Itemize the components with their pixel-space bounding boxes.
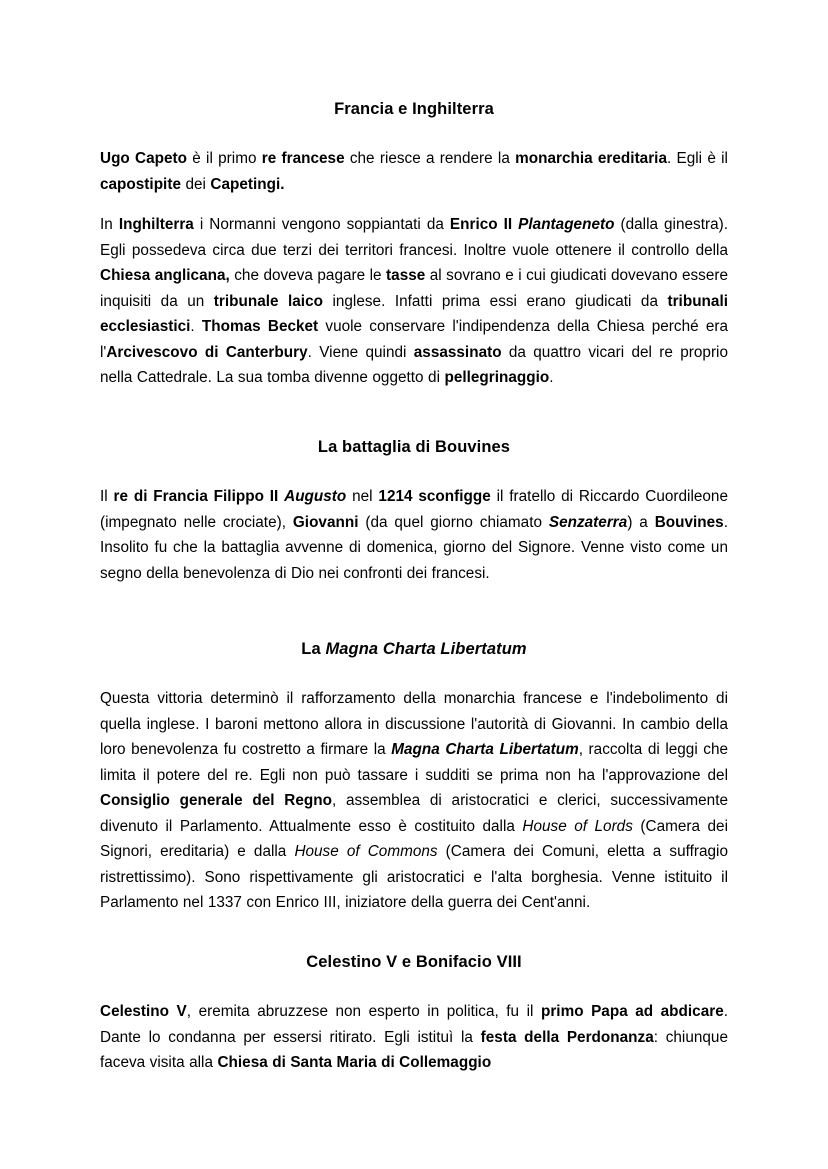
text-plain: (dalla ginestra). Egli possedeva circa due terzi dei territori francesi. Inoltre vuole ottenere il controllo della	[100, 216, 728, 259]
text-plain: (Camera dei Comuni, eletta a suffragio ristrettissimo). Sono rispettivamente gli aristocratici e l'alta borghesia. Venne istituito il Parlamento nel 1337 con Enrico III, iniziatore della guerra dei Cent'anni.	[100, 843, 728, 911]
text-plain: il fratello di Riccardo Cuordileone (impegnato nelle crociate),	[100, 488, 728, 531]
paragraph-ugo-capeto	[100, 146, 728, 197]
section-heading-la-magna-charta-libertatum	[100, 639, 728, 660]
text-plain: vuole conservare l'indipendenza della Chiesa perché era l'	[100, 318, 729, 361]
text-bold: festa della Perdonanza	[480, 1028, 654, 1046]
text-plain: .	[549, 369, 554, 386]
text-bold-italic: Senzaterra	[548, 513, 628, 531]
text-plain: , assemblea di aristocratici e clerici, successivamente divenuto il Parlamento. Attualmente esso è costituito dalla	[100, 792, 728, 835]
text-bold: re francese	[261, 150, 345, 167]
text-bold: Arcivescovo di Canterbury	[106, 343, 308, 361]
text-plain: . Egli è il	[666, 150, 728, 167]
text-plain: Il	[100, 488, 114, 505]
text-plain: In	[100, 216, 119, 233]
text-plain: è il primo	[187, 150, 262, 167]
text-italic: House of Lords	[522, 817, 633, 835]
text-bold: Inghilterra	[118, 216, 194, 233]
text-bold: Thomas Becket	[201, 318, 319, 335]
section-heading-francia-e-inghilterra: Francia e Inghilterra	[334, 100, 494, 118]
text-bold-italic: Plantageneto	[518, 216, 615, 233]
text-bold: re di Francia Filippo II	[113, 488, 285, 505]
text-plain: . Viene quindi	[307, 343, 414, 361]
text-plain: . Dante lo condanna per essersi ritirato. Egli istituì la	[100, 1003, 728, 1046]
text-plain: , raccolta di leggi che limita il potere del re. Egli non può tassare i sudditi se prima non ha l'approvazione del	[100, 741, 729, 784]
text-bold: 1214 sconfigge	[378, 488, 491, 505]
text-bold: tasse	[386, 267, 426, 284]
section-heading-la-battaglia-di-bouvines: La battaglia di Bouvines	[317, 438, 511, 456]
text-plain: . Insolito fu che la battaglia avvenne di domenica, giorno del Signore. Venne visto come un segno della benevolenza di Dio nei confronti dei francesi.	[100, 513, 728, 582]
text-bold-italic: Augusto	[284, 488, 347, 505]
text-bold: assassinato	[413, 343, 502, 361]
text-bold: Ugo Capeto	[100, 150, 188, 167]
heading-text-plain: La	[301, 640, 326, 658]
text-plain: , eremita abruzzese non esperto in politica, fu il	[186, 1003, 541, 1020]
text-bold: Chiesa anglicana,	[100, 267, 230, 284]
text-bold: tribunale laico	[213, 292, 323, 310]
text-bold: primo Papa ad abdicare	[540, 1003, 724, 1020]
text-plain: Questa vittoria determinò il rafforzamento della monarchia francese e l'indebolimento di quella inglese. I baroni mettono allora in discussione l'autorità di Giovanni. In cambio della loro benevolenza fu costretto a firmare la	[100, 690, 728, 758]
text-plain: : chiunque faceva visita alla	[100, 1028, 728, 1071]
text-plain: (da quel giorno chiamato	[358, 513, 549, 531]
text-bold: Consiglio generale del Regno	[100, 792, 332, 809]
text-plain: i Normanni vengono soppiantati da	[193, 216, 450, 233]
text-bold: Chiesa di Santa Maria di Collemaggio	[217, 1054, 492, 1071]
text-bold: Capetingi.	[210, 175, 285, 193]
text-bold: pellegrinaggio	[444, 369, 550, 386]
text-bold: capostipite	[100, 175, 181, 193]
text-plain: nel	[346, 488, 379, 505]
paragraph-celestino	[100, 999, 728, 1076]
text-plain: al sovrano e i cui giudicati dovevano essere inquisiti da un	[100, 267, 729, 310]
text-bold-italic: Magna Charta Libertatum	[391, 741, 579, 758]
paragraph-inghilterra	[100, 212, 728, 391]
text-plain: ) a	[627, 513, 655, 531]
paragraph-magna-charta	[100, 686, 728, 916]
text-bold: Enrico II	[449, 216, 519, 233]
text-italic: House of Commons	[294, 843, 438, 860]
paragraph-bouvines	[100, 484, 728, 586]
text-plain: dei	[180, 175, 211, 193]
text-plain: che riesce a rendere la	[344, 150, 516, 167]
heading-text-italic: Magna Charta Libertatum	[325, 640, 527, 658]
text-plain: che doveva pagare le	[229, 267, 387, 284]
text-bold: Giovanni	[292, 513, 359, 531]
text-bold: monarchia ereditaria	[515, 150, 667, 167]
text-plain: .	[190, 318, 202, 335]
text-bold: tribunali ecclesiastici	[100, 292, 728, 335]
text-plain: (Camera dei Signori, ereditaria) e dalla	[100, 817, 728, 860]
section-heading-celestino-v-e-bonifacio-viii: Celestino V e Bonifacio VIII	[306, 953, 522, 971]
text-plain: da quattro vicari del re proprio nella Cattedrale. La sua tomba divenne oggetto di	[100, 343, 728, 386]
text-plain: inglese. Infatti prima essi erano giudicati da	[322, 292, 668, 310]
text-bold: Bouvines	[654, 513, 724, 531]
text-bold: Celestino V	[100, 1003, 187, 1020]
